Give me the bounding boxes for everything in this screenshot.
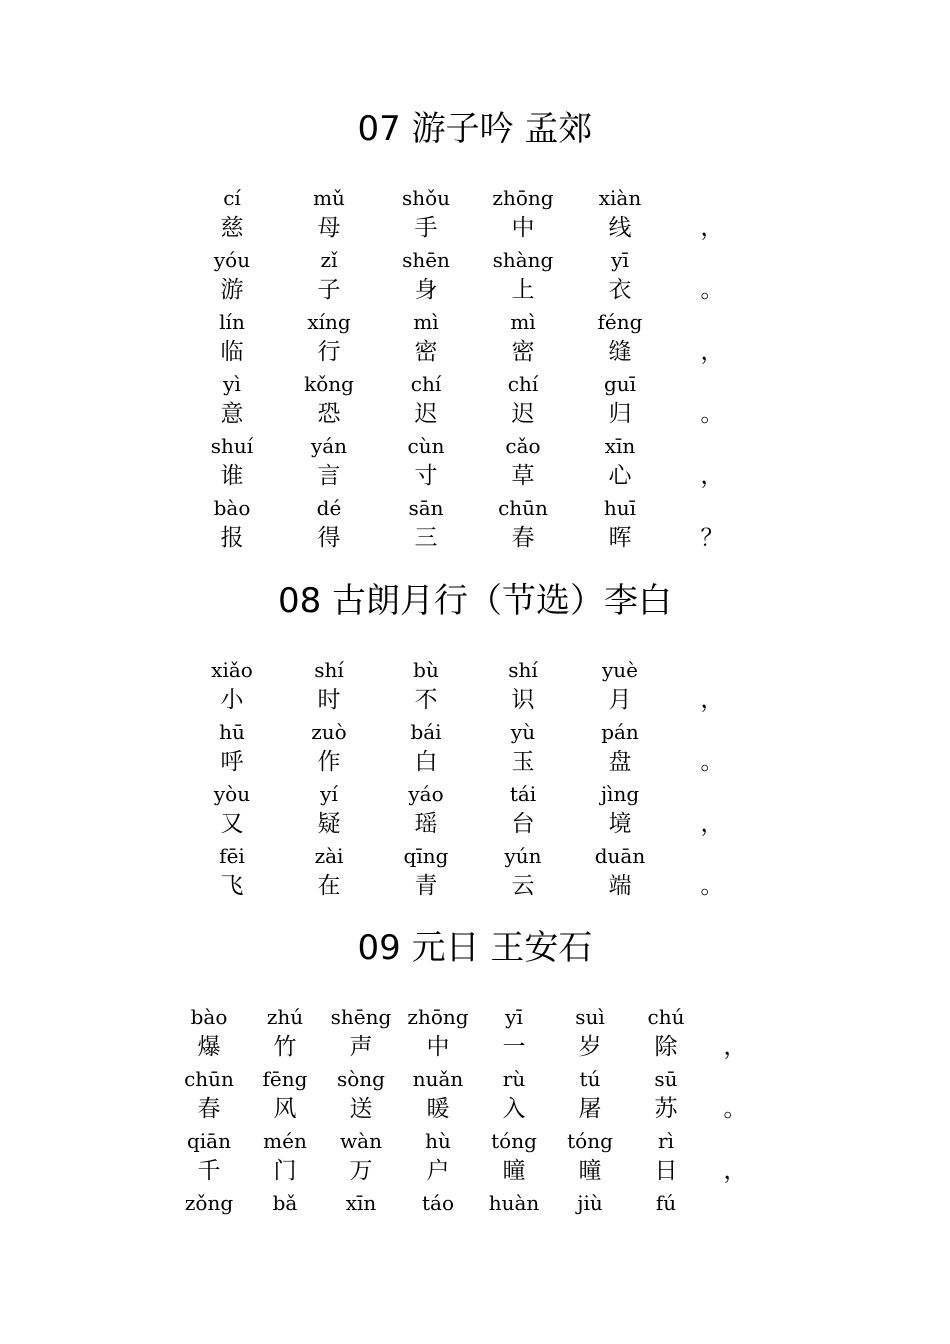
hanzi-character: 飞: [220, 873, 244, 899]
punctuation-mark: ？: [700, 525, 724, 551]
pinyin-row: [0, 841, 950, 871]
hanzi-row: [0, 685, 950, 715]
hanzi-row: [0, 213, 950, 243]
hanzi-row: [0, 275, 950, 305]
hanzi-character: 言: [317, 463, 341, 489]
pinyin-syllable: shǒu: [401, 186, 451, 210]
pinyin-syllable: shuí: [210, 434, 254, 458]
pinyin-syllable: shēn: [402, 248, 450, 272]
hanzi-row: [0, 747, 950, 777]
hanzi-character: 手: [414, 215, 438, 241]
hanzi-character: 万: [349, 1158, 373, 1184]
hanzi-character: 曈: [502, 1158, 526, 1184]
pinyin-syllable: zǒng: [184, 1191, 234, 1215]
pinyin-syllable: hù: [425, 1129, 451, 1153]
pinyin-syllable: xiǎo: [211, 658, 253, 682]
pinyin-syllable: bái: [410, 720, 442, 744]
pinyin-syllable: mì: [510, 310, 536, 334]
pinyin-syllable: suì: [575, 1005, 605, 1029]
hanzi-character: 送: [349, 1096, 373, 1122]
pinyin-syllable: xiàn: [598, 186, 642, 210]
hanzi-character: 瑶: [414, 811, 438, 837]
pinyin-syllable: xīn: [604, 434, 636, 458]
hanzi-row: [0, 337, 950, 367]
punctuation-mark: 。: [700, 749, 724, 775]
pinyin-row: [0, 307, 950, 337]
hanzi-row: [0, 871, 950, 901]
punctuation-mark: ，: [723, 1158, 747, 1184]
hanzi-character: 归: [608, 401, 632, 427]
pinyin-syllable: bào: [190, 1005, 228, 1029]
pinyin-syllable: kǒng: [304, 372, 354, 396]
hanzi-character: 户: [426, 1158, 450, 1184]
pinyin-syllable: sū: [654, 1067, 678, 1091]
pinyin-syllable: lín: [219, 310, 245, 334]
pinyin-syllable: zǐ: [320, 248, 338, 272]
pinyin-syllable: huàn: [488, 1191, 540, 1215]
hanzi-character: 疑: [317, 811, 341, 837]
pinyin-syllable: chí: [410, 372, 442, 396]
hanzi-row: [0, 399, 950, 429]
hanzi-character: 台: [511, 811, 535, 837]
hanzi-character: 云: [511, 873, 535, 899]
pinyin-syllable: bào: [213, 496, 251, 520]
pinyin-syllable: rù: [502, 1067, 526, 1091]
pinyin-syllable: tú: [579, 1067, 601, 1091]
hanzi-character: 除: [654, 1034, 678, 1060]
hanzi-character: 白: [414, 749, 438, 775]
hanzi-character: 作: [317, 749, 341, 775]
hanzi-character: 母: [317, 215, 341, 241]
pinyin-syllable: táo: [421, 1191, 454, 1215]
hanzi-character: 三: [414, 525, 438, 551]
pinyin-syllable: shí: [314, 658, 344, 682]
pinyin-row: [0, 245, 950, 275]
pinyin-syllable: cí: [223, 186, 241, 210]
pinyin-syllable: yán: [310, 434, 348, 458]
hanzi-character: 在: [317, 873, 341, 899]
pinyin-syllable: bǎ: [272, 1191, 298, 1215]
hanzi-character: 不: [414, 687, 438, 713]
pinyin-syllable: xīn: [345, 1191, 377, 1215]
hanzi-character: 得: [317, 525, 341, 551]
pinyin-row: [0, 369, 950, 399]
hanzi-character: 迟: [511, 401, 535, 427]
pinyin-row: [0, 431, 950, 461]
pinyin-syllable: qīng: [403, 844, 449, 868]
pinyin-row: [0, 655, 950, 685]
pinyin-row: [0, 717, 950, 747]
hanzi-character: 屠: [578, 1096, 602, 1122]
pinyin-syllable: yáo: [408, 782, 444, 806]
pinyin-syllable: yóu: [213, 248, 251, 272]
pinyin-syllable: wàn: [340, 1129, 382, 1153]
hanzi-character: 意: [220, 401, 244, 427]
poem-title: 08 古朗月行（节选）李白: [277, 581, 673, 621]
hanzi-character: 盘: [608, 749, 632, 775]
pinyin-syllable: cǎo: [505, 434, 541, 458]
punctuation-mark: ，: [723, 1034, 747, 1060]
hanzi-row: [0, 809, 950, 839]
pinyin-syllable: zhú: [266, 1005, 304, 1029]
pinyin-syllable: zhōng: [407, 1005, 469, 1029]
pinyin-row: [0, 493, 950, 523]
pinyin-syllable: mì: [413, 310, 439, 334]
hanzi-character: 行: [317, 339, 341, 365]
pinyin-row: [0, 1002, 950, 1032]
punctuation-mark: ，: [700, 687, 724, 713]
hanzi-character: 晖: [608, 525, 632, 551]
hanzi-row: [0, 523, 950, 553]
pinyin-syllable: qiān: [186, 1129, 231, 1153]
hanzi-row: [0, 1094, 950, 1124]
hanzi-character: 境: [608, 811, 632, 837]
pinyin-syllable: guī: [603, 372, 637, 396]
hanzi-character: 竹: [273, 1034, 297, 1060]
pinyin-syllable: nuǎn: [412, 1067, 464, 1091]
pinyin-syllable: zài: [314, 844, 344, 868]
hanzi-character: 风: [273, 1096, 297, 1122]
pinyin-row: [0, 1064, 950, 1094]
pinyin-syllable: hū: [219, 720, 245, 744]
hanzi-character: 小: [220, 687, 244, 713]
hanzi-character: 月: [608, 687, 632, 713]
hanzi-character: 谁: [220, 463, 244, 489]
hanzi-character: 声: [349, 1034, 373, 1060]
hanzi-character: 青: [414, 873, 438, 899]
hanzi-character: 临: [220, 339, 244, 365]
hanzi-character: 曈: [578, 1158, 602, 1184]
hanzi-character: 恐: [317, 401, 341, 427]
hanzi-character: 草: [511, 463, 535, 489]
hanzi-character: 中: [511, 215, 535, 241]
punctuation-mark: 。: [723, 1096, 747, 1122]
pinyin-row: [0, 779, 950, 809]
pinyin-syllable: yù: [510, 720, 536, 744]
pinyin-syllable: shàng: [492, 248, 554, 272]
pinyin-syllable: shēng: [330, 1005, 392, 1029]
hanzi-character: 识: [511, 687, 535, 713]
pinyin-syllable: bù: [413, 658, 439, 682]
hanzi-character: 入: [502, 1096, 526, 1122]
pinyin-syllable: yuè: [601, 658, 638, 682]
pinyin-syllable: yì: [223, 372, 241, 396]
hanzi-character: 春: [511, 525, 535, 551]
hanzi-character: 寸: [414, 463, 438, 489]
punctuation-mark: ，: [700, 463, 724, 489]
punctuation-mark: 。: [700, 401, 724, 427]
poem-title: 07 游子吟 孟郊: [357, 109, 593, 149]
hanzi-character: 慈: [220, 215, 244, 241]
pinyin-syllable: yī: [611, 248, 629, 272]
pinyin-syllable: sān: [408, 496, 444, 520]
hanzi-character: 心: [608, 463, 632, 489]
pinyin-syllable: chūn: [184, 1067, 234, 1091]
pinyin-syllable: féng: [597, 310, 643, 334]
poem-title: 09 元日 王安石: [357, 928, 593, 968]
hanzi-row: [0, 461, 950, 491]
hanzi-character: 岁: [578, 1034, 602, 1060]
pinyin-syllable: rì: [658, 1129, 674, 1153]
hanzi-character: 门: [273, 1158, 297, 1184]
pinyin-syllable: xíng: [307, 310, 351, 334]
pinyin-syllable: jìng: [600, 782, 640, 806]
pinyin-syllable: shí: [508, 658, 538, 682]
pinyin-syllable: jiù: [577, 1191, 603, 1215]
pinyin-syllable: yún: [504, 844, 542, 868]
hanzi-character: 游: [220, 277, 244, 303]
pinyin-syllable: fēi: [219, 844, 245, 868]
hanzi-character: 衣: [608, 277, 632, 303]
punctuation-mark: ，: [700, 339, 724, 365]
hanzi-character: 又: [220, 811, 244, 837]
hanzi-character: 春: [197, 1096, 221, 1122]
hanzi-character: 中: [426, 1034, 450, 1060]
pinyin-syllable: duān: [594, 844, 646, 868]
punctuation-mark: ，: [700, 811, 724, 837]
hanzi-character: 身: [414, 277, 438, 303]
pinyin-syllable: tóng: [491, 1129, 537, 1153]
hanzi-character: 密: [414, 339, 438, 365]
pinyin-row: [0, 183, 950, 213]
hanzi-character: 爆: [197, 1034, 221, 1060]
hanzi-character: 线: [608, 215, 632, 241]
hanzi-character: 时: [317, 687, 341, 713]
pinyin-syllable: cùn: [407, 434, 445, 458]
pinyin-syllable: sòng: [337, 1067, 385, 1091]
pinyin-syllable: fēng: [262, 1067, 308, 1091]
hanzi-character: 上: [511, 277, 535, 303]
hanzi-character: 呼: [220, 749, 244, 775]
hanzi-row: [0, 1156, 950, 1186]
pinyin-syllable: yí: [320, 782, 338, 806]
pinyin-syllable: fú: [655, 1191, 677, 1215]
hanzi-character: 苏: [654, 1096, 678, 1122]
pinyin-syllable: zuò: [311, 720, 347, 744]
pinyin-syllable: tái: [509, 782, 537, 806]
pinyin-syllable: mén: [263, 1129, 307, 1153]
pinyin-syllable: yòu: [213, 782, 251, 806]
hanzi-character: 千: [197, 1158, 221, 1184]
hanzi-character: 迟: [414, 401, 438, 427]
pinyin-syllable: pán: [601, 720, 639, 744]
hanzi-character: 暖: [426, 1096, 450, 1122]
pinyin-row: [0, 1126, 950, 1156]
pinyin-syllable: huī: [603, 496, 637, 520]
pinyin-syllable: chí: [507, 372, 539, 396]
pinyin-syllable: tóng: [567, 1129, 613, 1153]
hanzi-character: 子: [317, 277, 341, 303]
hanzi-row: [0, 1032, 950, 1062]
punctuation-mark: ，: [700, 215, 724, 241]
hanzi-character: 一: [502, 1034, 526, 1060]
pinyin-syllable: dé: [316, 496, 342, 520]
punctuation-mark: 。: [700, 277, 724, 303]
punctuation-mark: 。: [700, 873, 724, 899]
pinyin-syllable: mǔ: [313, 186, 345, 210]
hanzi-character: 端: [608, 873, 632, 899]
hanzi-character: 密: [511, 339, 535, 365]
pinyin-syllable: chūn: [498, 496, 548, 520]
pinyin-row: [0, 1188, 950, 1218]
hanzi-character: 报: [220, 525, 244, 551]
pinyin-syllable: chú: [647, 1005, 685, 1029]
hanzi-character: 缝: [608, 339, 632, 365]
pinyin-syllable: zhōng: [492, 186, 554, 210]
pinyin-syllable: yī: [505, 1005, 523, 1029]
hanzi-character: 玉: [511, 749, 535, 775]
hanzi-character: 日: [654, 1158, 678, 1184]
